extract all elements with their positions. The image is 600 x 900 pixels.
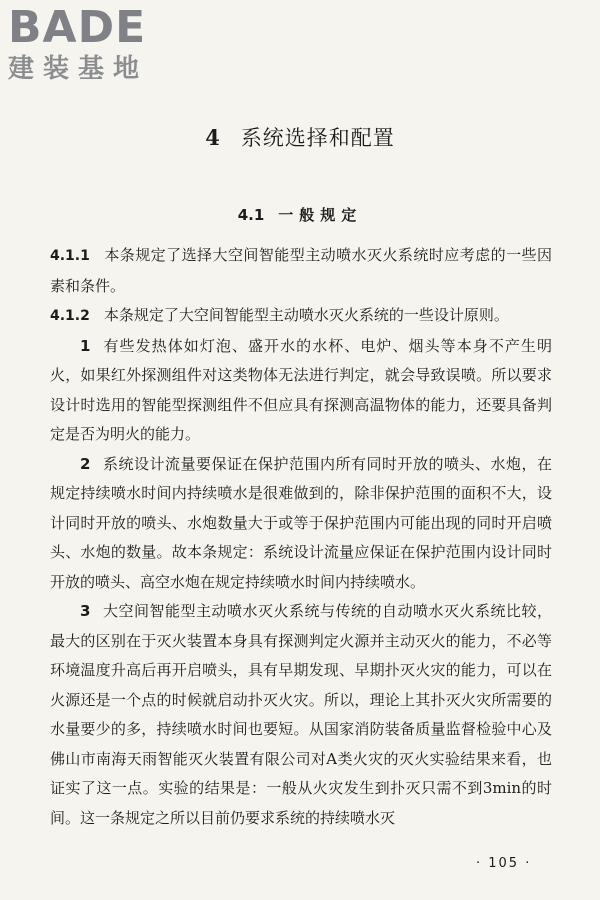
watermark-logo [8,4,178,86]
clause-text: 本条规定了选择大空间智能型主动喷水灭火系统时应考虑的一些因素和条件。 [50,246,552,295]
item-number: 1 [80,336,91,355]
item-paragraph [50,332,552,450]
chapter-title-text: 系统选择和配置 [240,126,395,150]
item-text: 大空间智能型主动喷水灭火系统与传统的自动喷水灭火系统比较，最大的区别在于灭火装置本身具有探测判定火源并主动灭火的能力，不必等环境温度升高后再开启喷头，具有早期发现、早期扑灭火灾的能力，可以在火源还是一个点的时候就启动扑灭火灾。所以，理论上其扑灭火灾所需要的水量要少的多，持续喷水时间也要短。从国家消防装备质量监督检验中心及佛山市南海天雨智能灭火装置有限公司对A类火灾的灭火实验结果来看，也证实了这一点。实验的结果是：一般从火灾发生到扑灭只需不到3min的时间。这一条规定之所以目前仍要求系统的持续喷水灭 [50,602,552,827]
clause-paragraph [50,301,552,332]
item-number: 3 [80,602,91,620]
logo-wordmark: BADE [8,2,147,53]
chapter-title [0,122,600,152]
clause-number: 4.1.1 [50,248,90,264]
clause-paragraph [50,241,552,301]
item-paragraph [50,597,552,833]
item-number: 2 [80,454,91,473]
section-number: 4.1 [237,206,265,224]
section-title [0,204,600,225]
body-text [50,241,552,833]
page-number: · 105 · [476,856,532,871]
item-paragraph [50,450,552,598]
item-text: 系统设计流量要保证在保护范围内所有同时开放的喷头、水炮，在规定持续喷水时间内持续喷水是很难做到的，除非保护范围的面积不大，设计同时开放的喷头、水炮数量大于或等于保护范围内可能出现的同时开启喷头、水炮的数量。故本条规定：系统设计流量应保证在保护范围内设计同时开放的喷头、高空水炮在规定持续喷水时间内持续喷水。 [50,454,552,591]
item-text: 有些发热体如灯泡、盛开水的水杯、电炉、烟头等本身不产生明火，如果红外探测组件对这类物体无法进行判定，就会导致误喷。所以要求设计时选用的智能型探测组件不但应具有探测高温物体的能力，还要具备判定是否为明火的能力。 [50,336,552,443]
logo-subtitle: 建装基地 [8,54,149,84]
section-title-text: 一般规定 [278,206,363,224]
chapter-number: 4 [205,125,221,150]
clause-text: 本条规定了大空间智能型主动喷水灭火系统的一些设计原则。 [103,306,509,324]
clause-number: 4.1.2 [50,308,90,324]
